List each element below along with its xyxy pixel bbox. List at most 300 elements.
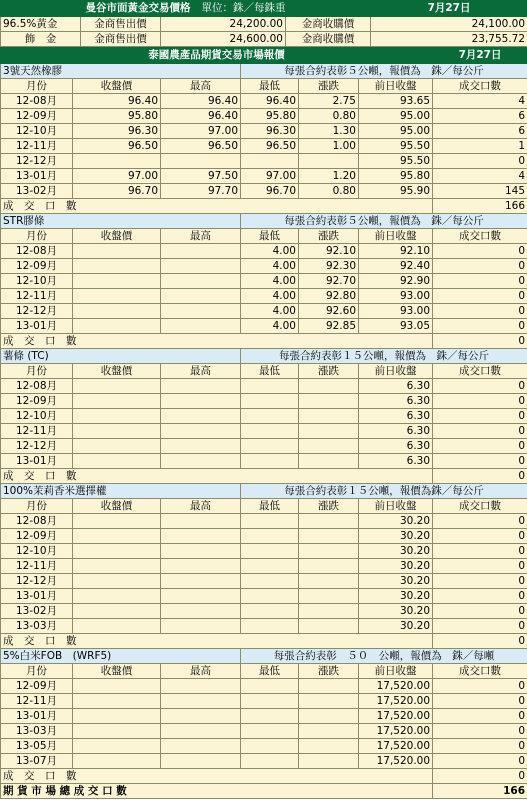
month-cell: 12-08月 bbox=[1, 514, 73, 529]
value-cell: 4.00 bbox=[241, 244, 299, 259]
total-value: 0 bbox=[433, 634, 527, 649]
value-cell: 96.40 bbox=[241, 94, 299, 109]
table-row bbox=[1, 274, 527, 289]
table-row bbox=[1, 424, 527, 439]
value-cell bbox=[73, 439, 161, 454]
value-cell bbox=[161, 589, 241, 604]
value-cell bbox=[73, 574, 161, 589]
value-cell bbox=[241, 514, 299, 529]
value-cell: 92.30 bbox=[299, 259, 359, 274]
column-header: 最高 bbox=[161, 229, 241, 244]
section-name: 薯條 (TC) bbox=[1, 349, 241, 364]
value-cell: 97.00 bbox=[73, 169, 161, 184]
table-row bbox=[1, 559, 527, 574]
value-cell: 4.00 bbox=[241, 289, 299, 304]
value-cell: 1.30 bbox=[299, 124, 359, 139]
value-cell bbox=[161, 724, 241, 739]
value-cell bbox=[161, 514, 241, 529]
value-cell bbox=[241, 589, 299, 604]
section-total-row bbox=[1, 334, 527, 349]
value-cell: 97.50 bbox=[161, 169, 241, 184]
value-cell: 92.60 bbox=[299, 304, 359, 319]
value-cell bbox=[73, 274, 161, 289]
value-cell: 0 bbox=[433, 709, 527, 724]
value-cell bbox=[73, 424, 161, 439]
gold-row-name: 飾 金 bbox=[1, 32, 81, 47]
value-cell bbox=[161, 709, 241, 724]
value-cell bbox=[299, 694, 359, 709]
value-cell bbox=[299, 589, 359, 604]
value-cell: 0.80 bbox=[299, 184, 359, 199]
month-cell: 12-08月 bbox=[1, 94, 73, 109]
month-cell: 12-09月 bbox=[1, 109, 73, 124]
section-total-row bbox=[1, 469, 527, 484]
table-row bbox=[1, 139, 527, 154]
section-name: 3號天然橡膠 bbox=[1, 64, 241, 79]
grand-total-label: 期 貨 市 場 總 成 交 口 數 bbox=[1, 784, 433, 799]
value-cell bbox=[161, 424, 241, 439]
value-cell bbox=[73, 544, 161, 559]
gold-sell-price: 24,600.00 bbox=[161, 32, 286, 47]
value-cell bbox=[161, 439, 241, 454]
value-cell bbox=[241, 379, 299, 394]
gold-header bbox=[1, 1, 527, 17]
value-cell bbox=[299, 679, 359, 694]
value-cell: 0 bbox=[433, 259, 527, 274]
column-header: 收盤價 bbox=[73, 79, 161, 94]
value-cell: 92.80 bbox=[299, 289, 359, 304]
value-cell bbox=[241, 439, 299, 454]
value-cell bbox=[299, 409, 359, 424]
value-cell: 6.30 bbox=[359, 424, 433, 439]
month-cell: 13-01月 bbox=[1, 319, 73, 334]
value-cell: 0 bbox=[433, 439, 527, 454]
section-title-row bbox=[1, 64, 527, 79]
value-cell: 0 bbox=[433, 274, 527, 289]
gold-date: 7月27日 bbox=[371, 1, 527, 17]
column-header: 成交口數 bbox=[433, 664, 527, 679]
column-header: 收盤價 bbox=[73, 229, 161, 244]
value-cell: 30.20 bbox=[359, 529, 433, 544]
value-cell bbox=[73, 154, 161, 169]
table-row bbox=[1, 529, 527, 544]
table-row bbox=[1, 619, 527, 634]
value-cell: 6.30 bbox=[359, 409, 433, 424]
table-row bbox=[1, 544, 527, 559]
value-cell bbox=[299, 514, 359, 529]
value-cell: 6 bbox=[433, 124, 527, 139]
section-note: 每張合約表彰１５公噸，報價為銖／每公斤 bbox=[241, 484, 527, 499]
value-cell: 92.90 bbox=[359, 274, 433, 289]
value-cell bbox=[73, 394, 161, 409]
value-cell bbox=[73, 739, 161, 754]
value-cell bbox=[299, 439, 359, 454]
value-cell: 17,520.00 bbox=[359, 694, 433, 709]
value-cell bbox=[73, 259, 161, 274]
value-cell: 0 bbox=[433, 739, 527, 754]
column-header: 成交口數 bbox=[433, 364, 527, 379]
gold-price-table bbox=[0, 0, 527, 47]
column-header-row bbox=[1, 364, 527, 379]
value-cell bbox=[161, 739, 241, 754]
section-total-row bbox=[1, 199, 527, 214]
value-cell: 0 bbox=[433, 544, 527, 559]
value-cell: 6 bbox=[433, 109, 527, 124]
column-header: 漲跌 bbox=[299, 364, 359, 379]
total-label: 成 交 口 數 bbox=[1, 769, 433, 784]
value-cell: 0 bbox=[433, 304, 527, 319]
value-cell: 4 bbox=[433, 169, 527, 184]
column-header: 最低 bbox=[241, 664, 299, 679]
month-cell: 12-09月 bbox=[1, 394, 73, 409]
month-cell: 13-01月 bbox=[1, 589, 73, 604]
column-header: 最低 bbox=[241, 499, 299, 514]
column-header: 前日收盤 bbox=[359, 364, 433, 379]
value-cell bbox=[73, 694, 161, 709]
total-value: 0 bbox=[433, 769, 527, 784]
value-cell bbox=[299, 754, 359, 769]
value-cell: 0.80 bbox=[299, 109, 359, 124]
value-cell: 0 bbox=[433, 589, 527, 604]
value-cell: 0 bbox=[433, 619, 527, 634]
value-cell: 0 bbox=[433, 574, 527, 589]
value-cell: 1.20 bbox=[299, 169, 359, 184]
value-cell: 95.80 bbox=[359, 169, 433, 184]
value-cell bbox=[299, 709, 359, 724]
month-cell: 13-01月 bbox=[1, 169, 73, 184]
value-cell bbox=[73, 604, 161, 619]
table-row bbox=[1, 169, 527, 184]
value-cell bbox=[241, 754, 299, 769]
column-header: 最高 bbox=[161, 79, 241, 94]
value-cell: 96.70 bbox=[73, 184, 161, 199]
column-header: 月份 bbox=[1, 79, 73, 94]
value-cell bbox=[241, 394, 299, 409]
value-cell bbox=[161, 559, 241, 574]
month-cell: 12-12月 bbox=[1, 304, 73, 319]
column-header-row bbox=[1, 499, 527, 514]
month-cell: 13-03月 bbox=[1, 619, 73, 634]
value-cell bbox=[161, 319, 241, 334]
gold-row-name: 96.5%黃金 bbox=[1, 17, 81, 32]
value-cell bbox=[241, 724, 299, 739]
futures-title: 泰國農產品期貨交易市場報價 bbox=[1, 48, 433, 64]
gold-unit: 單位：銖／每銖重 bbox=[201, 2, 286, 14]
column-header: 最高 bbox=[161, 664, 241, 679]
month-cell: 12-09月 bbox=[1, 259, 73, 274]
value-cell: 0 bbox=[433, 604, 527, 619]
value-cell: 6.30 bbox=[359, 439, 433, 454]
value-cell: 0 bbox=[433, 454, 527, 469]
column-header: 前日收盤 bbox=[359, 499, 433, 514]
value-cell bbox=[161, 604, 241, 619]
value-cell bbox=[73, 379, 161, 394]
value-cell: 95.80 bbox=[73, 109, 161, 124]
month-cell: 12-11月 bbox=[1, 424, 73, 439]
value-cell: 145 bbox=[433, 184, 527, 199]
value-cell: 0 bbox=[433, 244, 527, 259]
value-cell: 92.10 bbox=[359, 244, 433, 259]
value-cell bbox=[161, 379, 241, 394]
value-cell bbox=[299, 544, 359, 559]
column-header: 前日收盤 bbox=[359, 229, 433, 244]
column-header-row bbox=[1, 79, 527, 94]
value-cell bbox=[161, 244, 241, 259]
value-cell: 92.40 bbox=[359, 259, 433, 274]
value-cell: 95.50 bbox=[359, 139, 433, 154]
table-row bbox=[1, 409, 527, 424]
table-row bbox=[1, 574, 527, 589]
value-cell: 4.00 bbox=[241, 319, 299, 334]
value-cell bbox=[73, 589, 161, 604]
value-cell: 17,520.00 bbox=[359, 739, 433, 754]
section-name: 100%茉莉香米選擇權 bbox=[1, 484, 241, 499]
column-header: 漲跌 bbox=[299, 664, 359, 679]
month-cell: 12-12月 bbox=[1, 154, 73, 169]
value-cell bbox=[161, 289, 241, 304]
value-cell: 92.70 bbox=[299, 274, 359, 289]
value-cell bbox=[73, 559, 161, 574]
column-header: 漲跌 bbox=[299, 79, 359, 94]
column-header: 最低 bbox=[241, 79, 299, 94]
value-cell bbox=[241, 679, 299, 694]
value-cell: 0 bbox=[433, 424, 527, 439]
table-row bbox=[1, 184, 527, 199]
value-cell bbox=[299, 424, 359, 439]
value-cell bbox=[241, 574, 299, 589]
value-cell: 0 bbox=[433, 754, 527, 769]
value-cell bbox=[73, 319, 161, 334]
table-row bbox=[1, 709, 527, 724]
month-cell: 12-10月 bbox=[1, 274, 73, 289]
table-row bbox=[1, 394, 527, 409]
value-cell bbox=[299, 454, 359, 469]
value-cell bbox=[241, 604, 299, 619]
section-title-row bbox=[1, 349, 527, 364]
value-cell: 95.90 bbox=[359, 184, 433, 199]
value-cell bbox=[161, 409, 241, 424]
table-row bbox=[1, 739, 527, 754]
futures-header bbox=[1, 48, 527, 64]
table-row bbox=[1, 589, 527, 604]
value-cell: 96.70 bbox=[241, 184, 299, 199]
value-cell: 0 bbox=[433, 379, 527, 394]
value-cell: 96.40 bbox=[161, 109, 241, 124]
total-value: 0 bbox=[433, 469, 527, 484]
value-cell bbox=[73, 454, 161, 469]
value-cell: 0 bbox=[433, 529, 527, 544]
month-cell: 13-01月 bbox=[1, 454, 73, 469]
section-note: 每張合約表彰５公噸，報價為 銖／每公斤 bbox=[241, 214, 527, 229]
section-note: 每張合約表彰５公噸，報價為 銖／每公斤 bbox=[241, 64, 527, 79]
value-cell bbox=[161, 619, 241, 634]
column-header: 前日收盤 bbox=[359, 664, 433, 679]
value-cell: 93.00 bbox=[359, 304, 433, 319]
value-cell: 0 bbox=[433, 679, 527, 694]
value-cell bbox=[73, 514, 161, 529]
value-cell: 30.20 bbox=[359, 559, 433, 574]
month-cell: 12-08月 bbox=[1, 244, 73, 259]
month-cell: 12-09月 bbox=[1, 529, 73, 544]
value-cell: 6.30 bbox=[359, 394, 433, 409]
value-cell: 4.00 bbox=[241, 304, 299, 319]
gold-buy-price: 24,100.00 bbox=[371, 17, 527, 32]
value-cell bbox=[161, 304, 241, 319]
value-cell bbox=[161, 544, 241, 559]
section-note: 每張合約表彰１５公噸，報價為 銖／每公斤 bbox=[241, 349, 527, 364]
value-cell: 6.30 bbox=[359, 379, 433, 394]
total-value: 0 bbox=[433, 334, 527, 349]
value-cell bbox=[161, 679, 241, 694]
value-cell: 4.00 bbox=[241, 259, 299, 274]
value-cell bbox=[299, 739, 359, 754]
month-cell: 13-03月 bbox=[1, 724, 73, 739]
value-cell bbox=[73, 619, 161, 634]
table-row bbox=[1, 454, 527, 469]
total-label: 成 交 口 數 bbox=[1, 469, 433, 484]
value-cell bbox=[73, 244, 161, 259]
value-cell bbox=[299, 559, 359, 574]
value-cell bbox=[241, 544, 299, 559]
value-cell: 96.30 bbox=[241, 124, 299, 139]
month-cell: 12-11月 bbox=[1, 694, 73, 709]
value-cell: 4.00 bbox=[241, 274, 299, 289]
total-label: 成 交 口 數 bbox=[1, 634, 433, 649]
month-cell: 12-11月 bbox=[1, 139, 73, 154]
total-value: 166 bbox=[433, 199, 527, 214]
table-row bbox=[1, 154, 527, 169]
column-header: 收盤價 bbox=[73, 499, 161, 514]
column-header-row bbox=[1, 229, 527, 244]
value-cell: 6.30 bbox=[359, 454, 433, 469]
value-cell bbox=[241, 409, 299, 424]
value-cell bbox=[161, 754, 241, 769]
value-cell: 17,520.00 bbox=[359, 754, 433, 769]
month-cell: 12-10月 bbox=[1, 124, 73, 139]
value-cell bbox=[299, 724, 359, 739]
table-row bbox=[1, 724, 527, 739]
table-row bbox=[1, 244, 527, 259]
value-cell bbox=[241, 454, 299, 469]
section-total-row bbox=[1, 634, 527, 649]
table-row bbox=[1, 304, 527, 319]
value-cell: 17,520.00 bbox=[359, 679, 433, 694]
value-cell: 1.00 bbox=[299, 139, 359, 154]
value-cell: 0 bbox=[433, 559, 527, 574]
gold-sell-label: 金商售出價 bbox=[81, 32, 161, 47]
value-cell: 30.20 bbox=[359, 544, 433, 559]
value-cell bbox=[299, 619, 359, 634]
value-cell bbox=[299, 394, 359, 409]
table-row bbox=[1, 109, 527, 124]
column-header: 成交口數 bbox=[433, 79, 527, 94]
value-cell: 96.50 bbox=[241, 139, 299, 154]
value-cell bbox=[299, 604, 359, 619]
value-cell bbox=[73, 304, 161, 319]
column-header: 漲跌 bbox=[299, 499, 359, 514]
value-cell: 96.50 bbox=[161, 139, 241, 154]
value-cell bbox=[161, 694, 241, 709]
value-cell: 92.10 bbox=[299, 244, 359, 259]
month-cell: 12-11月 bbox=[1, 559, 73, 574]
value-cell bbox=[241, 424, 299, 439]
table-row bbox=[1, 124, 527, 139]
month-cell: 12-10月 bbox=[1, 544, 73, 559]
value-cell bbox=[73, 679, 161, 694]
column-header: 收盤價 bbox=[73, 364, 161, 379]
month-cell: 13-02月 bbox=[1, 604, 73, 619]
month-cell: 12-11月 bbox=[1, 289, 73, 304]
table-row bbox=[1, 754, 527, 769]
column-header: 月份 bbox=[1, 229, 73, 244]
month-cell: 13-07月 bbox=[1, 754, 73, 769]
gold-buy-price: 23,755.72 bbox=[371, 32, 527, 47]
value-cell bbox=[161, 154, 241, 169]
table-row bbox=[1, 94, 527, 109]
value-cell bbox=[299, 154, 359, 169]
gold-sell-price: 24,200.00 bbox=[161, 17, 286, 32]
column-header: 最低 bbox=[241, 229, 299, 244]
column-header: 月份 bbox=[1, 664, 73, 679]
column-header: 收盤價 bbox=[73, 664, 161, 679]
value-cell bbox=[241, 694, 299, 709]
column-header: 漲跌 bbox=[299, 229, 359, 244]
value-cell: 95.00 bbox=[359, 109, 433, 124]
value-cell: 30.20 bbox=[359, 619, 433, 634]
gold-buy-label: 金商收購價 bbox=[286, 17, 371, 32]
table-row bbox=[1, 694, 527, 709]
month-cell: 12-10月 bbox=[1, 409, 73, 424]
month-cell: 12-09月 bbox=[1, 679, 73, 694]
value-cell: 30.20 bbox=[359, 589, 433, 604]
month-cell: 13-02月 bbox=[1, 184, 73, 199]
value-cell: 95.00 bbox=[359, 124, 433, 139]
grand-total-value: 166 bbox=[433, 784, 527, 799]
value-cell: 0 bbox=[433, 289, 527, 304]
month-cell: 12-08月 bbox=[1, 379, 73, 394]
value-cell: 30.20 bbox=[359, 604, 433, 619]
gold-sell-label: 金商售出價 bbox=[81, 17, 161, 32]
column-header: 月份 bbox=[1, 499, 73, 514]
value-cell: 17,520.00 bbox=[359, 724, 433, 739]
value-cell: 30.20 bbox=[359, 514, 433, 529]
column-header: 最高 bbox=[161, 499, 241, 514]
section-title-row bbox=[1, 649, 527, 664]
value-cell: 97.00 bbox=[161, 124, 241, 139]
value-cell: 93.65 bbox=[359, 94, 433, 109]
value-cell: 97.00 bbox=[241, 169, 299, 184]
gold-row bbox=[1, 32, 527, 47]
column-header: 月份 bbox=[1, 364, 73, 379]
value-cell bbox=[161, 274, 241, 289]
table-row bbox=[1, 604, 527, 619]
value-cell: 30.20 bbox=[359, 574, 433, 589]
section-name: 5%白米FOB (WRF5) bbox=[1, 649, 241, 664]
value-cell bbox=[161, 394, 241, 409]
gold-buy-label: 金商收購價 bbox=[286, 32, 371, 47]
table-row bbox=[1, 319, 527, 334]
value-cell bbox=[161, 529, 241, 544]
value-cell bbox=[241, 619, 299, 634]
value-cell: 96.40 bbox=[73, 94, 161, 109]
column-header-row bbox=[1, 664, 527, 679]
value-cell: 92.85 bbox=[299, 319, 359, 334]
total-label: 成 交 口 數 bbox=[1, 199, 433, 214]
value-cell bbox=[73, 724, 161, 739]
column-header: 最高 bbox=[161, 364, 241, 379]
grand-total-row bbox=[1, 784, 527, 799]
column-header: 最低 bbox=[241, 364, 299, 379]
